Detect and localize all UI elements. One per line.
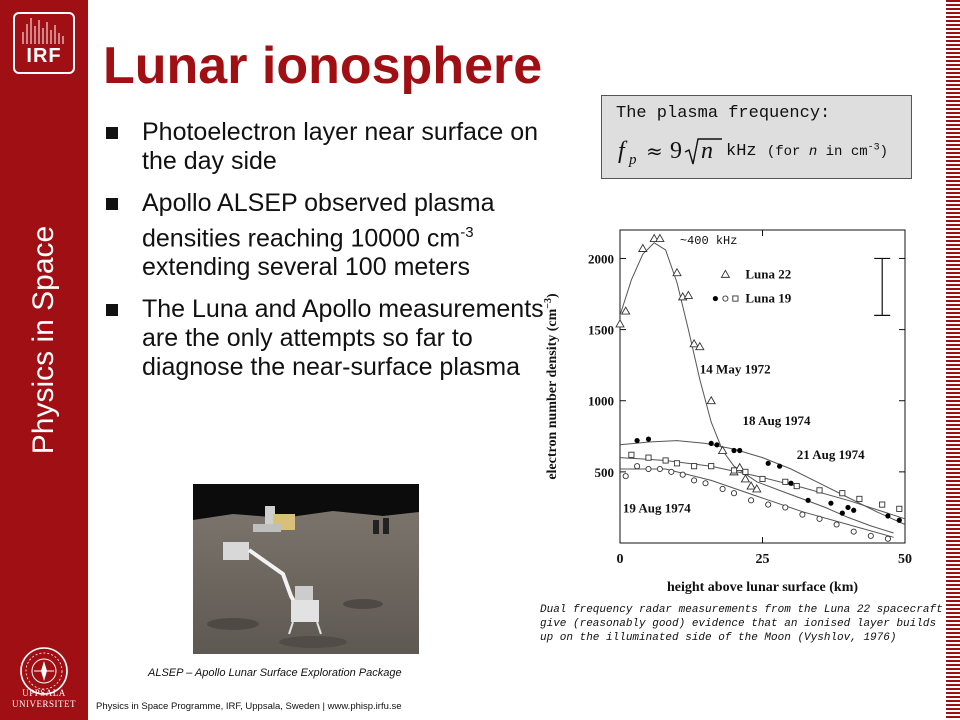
legend-label: Luna 22 (745, 266, 792, 282)
footer: Physics in Space Programme, IRF, Uppsala, Sweden | www.phisp.irfu.se (96, 701, 402, 712)
irf-logo (13, 12, 75, 74)
curve-annotation: 18 Aug 1974 (742, 412, 811, 428)
bullet-square-icon (106, 304, 118, 316)
dot-marker (828, 501, 833, 506)
units-note-post: ) (879, 144, 889, 160)
dot-marker (840, 511, 845, 516)
sidebar (0, 0, 88, 720)
dot-marker (897, 518, 902, 523)
dot-marker (737, 448, 742, 453)
electron-density-chart (540, 220, 944, 600)
circle-marker (635, 464, 640, 469)
square-marker (857, 496, 862, 501)
curve-annotation: 19 Aug 1974 (622, 500, 691, 516)
formula-n: n (701, 138, 713, 164)
circle-marker (783, 505, 788, 510)
university-name-line-2: UNIVERSITET (12, 699, 76, 709)
bullet-item (104, 189, 544, 282)
triangle-marker (616, 320, 624, 327)
units-khz: kHz (726, 142, 757, 161)
circle-marker (749, 498, 754, 503)
units-note-pre: (for (766, 144, 809, 160)
y-axis-label-close: ) (545, 293, 560, 298)
circle-marker (817, 516, 822, 521)
dot-marker (806, 498, 811, 503)
square-marker (897, 506, 902, 511)
triangle-marker (707, 397, 715, 404)
x-axis-label: height above lunar surface (km) (666, 580, 859, 595)
y-axis-label (543, 293, 560, 480)
bullet-text: The Luna and Apollo measurements are the only attempts so far to diagnose the near-surface plasma (142, 295, 544, 382)
slide-title: Lunar ionosphere (103, 37, 543, 95)
dot-marker (713, 296, 718, 301)
dot-marker (777, 464, 782, 469)
square-marker (629, 452, 634, 457)
y-tick-label: 1500 (588, 322, 614, 338)
circle-marker (851, 529, 856, 534)
x-tick-label: 50 (898, 552, 912, 567)
alsep-photo (193, 484, 419, 654)
chart-labels (543, 234, 865, 595)
dot-marker (766, 461, 771, 466)
formula-subscript: p (629, 152, 637, 168)
formula-coefficient: 9 (670, 138, 682, 164)
dot-marker (845, 505, 850, 510)
irf-logo-text: IRF (26, 45, 62, 67)
dot-marker (788, 481, 793, 486)
curve-annotation: 21 Aug 1974 (796, 447, 865, 463)
square-marker (817, 488, 822, 493)
irf-logo-lines (15, 14, 73, 48)
bullet-text-cont: extending several 100 meters (142, 253, 470, 282)
y-axis-label-sup: −3 (543, 298, 554, 309)
square-marker (840, 491, 845, 496)
square-marker (783, 479, 788, 484)
bullet-text: Apollo ALSEP observed plasma densities reaching 10000 cm (142, 189, 495, 253)
bullet-square-icon (106, 127, 118, 139)
circle-marker (646, 466, 651, 471)
bullet-item (104, 118, 544, 176)
triangle-marker (639, 244, 647, 251)
chart-caption: Dual frequency radar measurements from the Luna 22 spacecraft give (reasonably good) evidence that an ionised layer builds up on the illuminated side of the Moon (Vyshlov, 1976) (540, 604, 943, 644)
university-name (0, 688, 88, 710)
formula-approx: ≈ (646, 139, 663, 163)
dot-marker (646, 437, 651, 442)
circle-marker (657, 466, 662, 471)
square-marker (743, 469, 748, 474)
units-note-n: n (808, 144, 818, 160)
y-axis-label-text: electron number density (cm (545, 308, 560, 480)
circle-marker (669, 469, 674, 474)
university-name-line-1: UPPSALA (22, 688, 66, 698)
triangle-marker (684, 291, 692, 298)
circle-marker (885, 536, 890, 541)
curve-annotation: 14 May 1972 (699, 361, 771, 377)
photo-caption: ALSEP – Apollo Lunar Surface Exploration Package (148, 667, 402, 679)
circle-marker (692, 478, 697, 483)
vertical-title: Physics in Space (27, 225, 60, 455)
right-stripe (946, 0, 960, 720)
curve-annotation: ~400 kHz (679, 234, 738, 249)
square-marker (709, 464, 714, 469)
y-tick-label: 2000 (588, 251, 614, 267)
fit-curves (620, 243, 905, 538)
square-marker (794, 483, 799, 488)
triangle-marker (673, 269, 681, 276)
x-tick-label: 0 (616, 552, 624, 567)
circle-marker (623, 474, 628, 479)
square-marker (692, 464, 697, 469)
bullet-item (104, 295, 544, 382)
y-tick-label: 1000 (588, 393, 614, 409)
square-marker (760, 476, 765, 481)
dot-marker (731, 448, 736, 453)
triangle-marker (656, 235, 664, 242)
square-marker (880, 502, 885, 507)
circle-marker (834, 522, 839, 527)
circle-marker (731, 491, 736, 496)
circle-marker (703, 481, 708, 486)
plasma-frequency-box (601, 95, 912, 179)
square-marker (674, 461, 679, 466)
bullet-superscript: -3 (460, 224, 474, 241)
bullet-list (104, 118, 544, 395)
dot-marker (714, 442, 719, 447)
dot-marker (635, 438, 640, 443)
circle-marker (800, 512, 805, 517)
units-note-mid: in cm (817, 144, 868, 160)
circle-marker (680, 472, 685, 477)
triangle-marker (747, 482, 755, 489)
dot-marker (709, 441, 714, 446)
square-marker (646, 455, 651, 460)
square-marker (663, 458, 668, 463)
units-note (767, 144, 888, 160)
circle-marker (720, 486, 725, 491)
square-marker (731, 468, 736, 473)
dot-marker (885, 513, 890, 518)
units-note-sup: -3 (867, 142, 880, 154)
legend-label: Luna 19 (745, 290, 792, 306)
dot-marker (851, 508, 856, 513)
circle-marker (766, 502, 771, 507)
bullet-square-icon (106, 198, 118, 210)
y-tick-label: 500 (594, 464, 614, 480)
circle-marker (723, 296, 728, 301)
formula-f: f (618, 138, 625, 164)
bullet-text: Photoelectron layer near surface on the day side (142, 118, 539, 175)
square-marker (733, 296, 738, 301)
x-tick-label: 25 (755, 552, 770, 567)
triangle-marker (721, 270, 729, 277)
triangle-marker (622, 307, 630, 314)
plasma-units (726, 142, 888, 161)
plasma-box-title: The plasma frequency: (616, 104, 831, 123)
circle-marker (868, 533, 873, 538)
